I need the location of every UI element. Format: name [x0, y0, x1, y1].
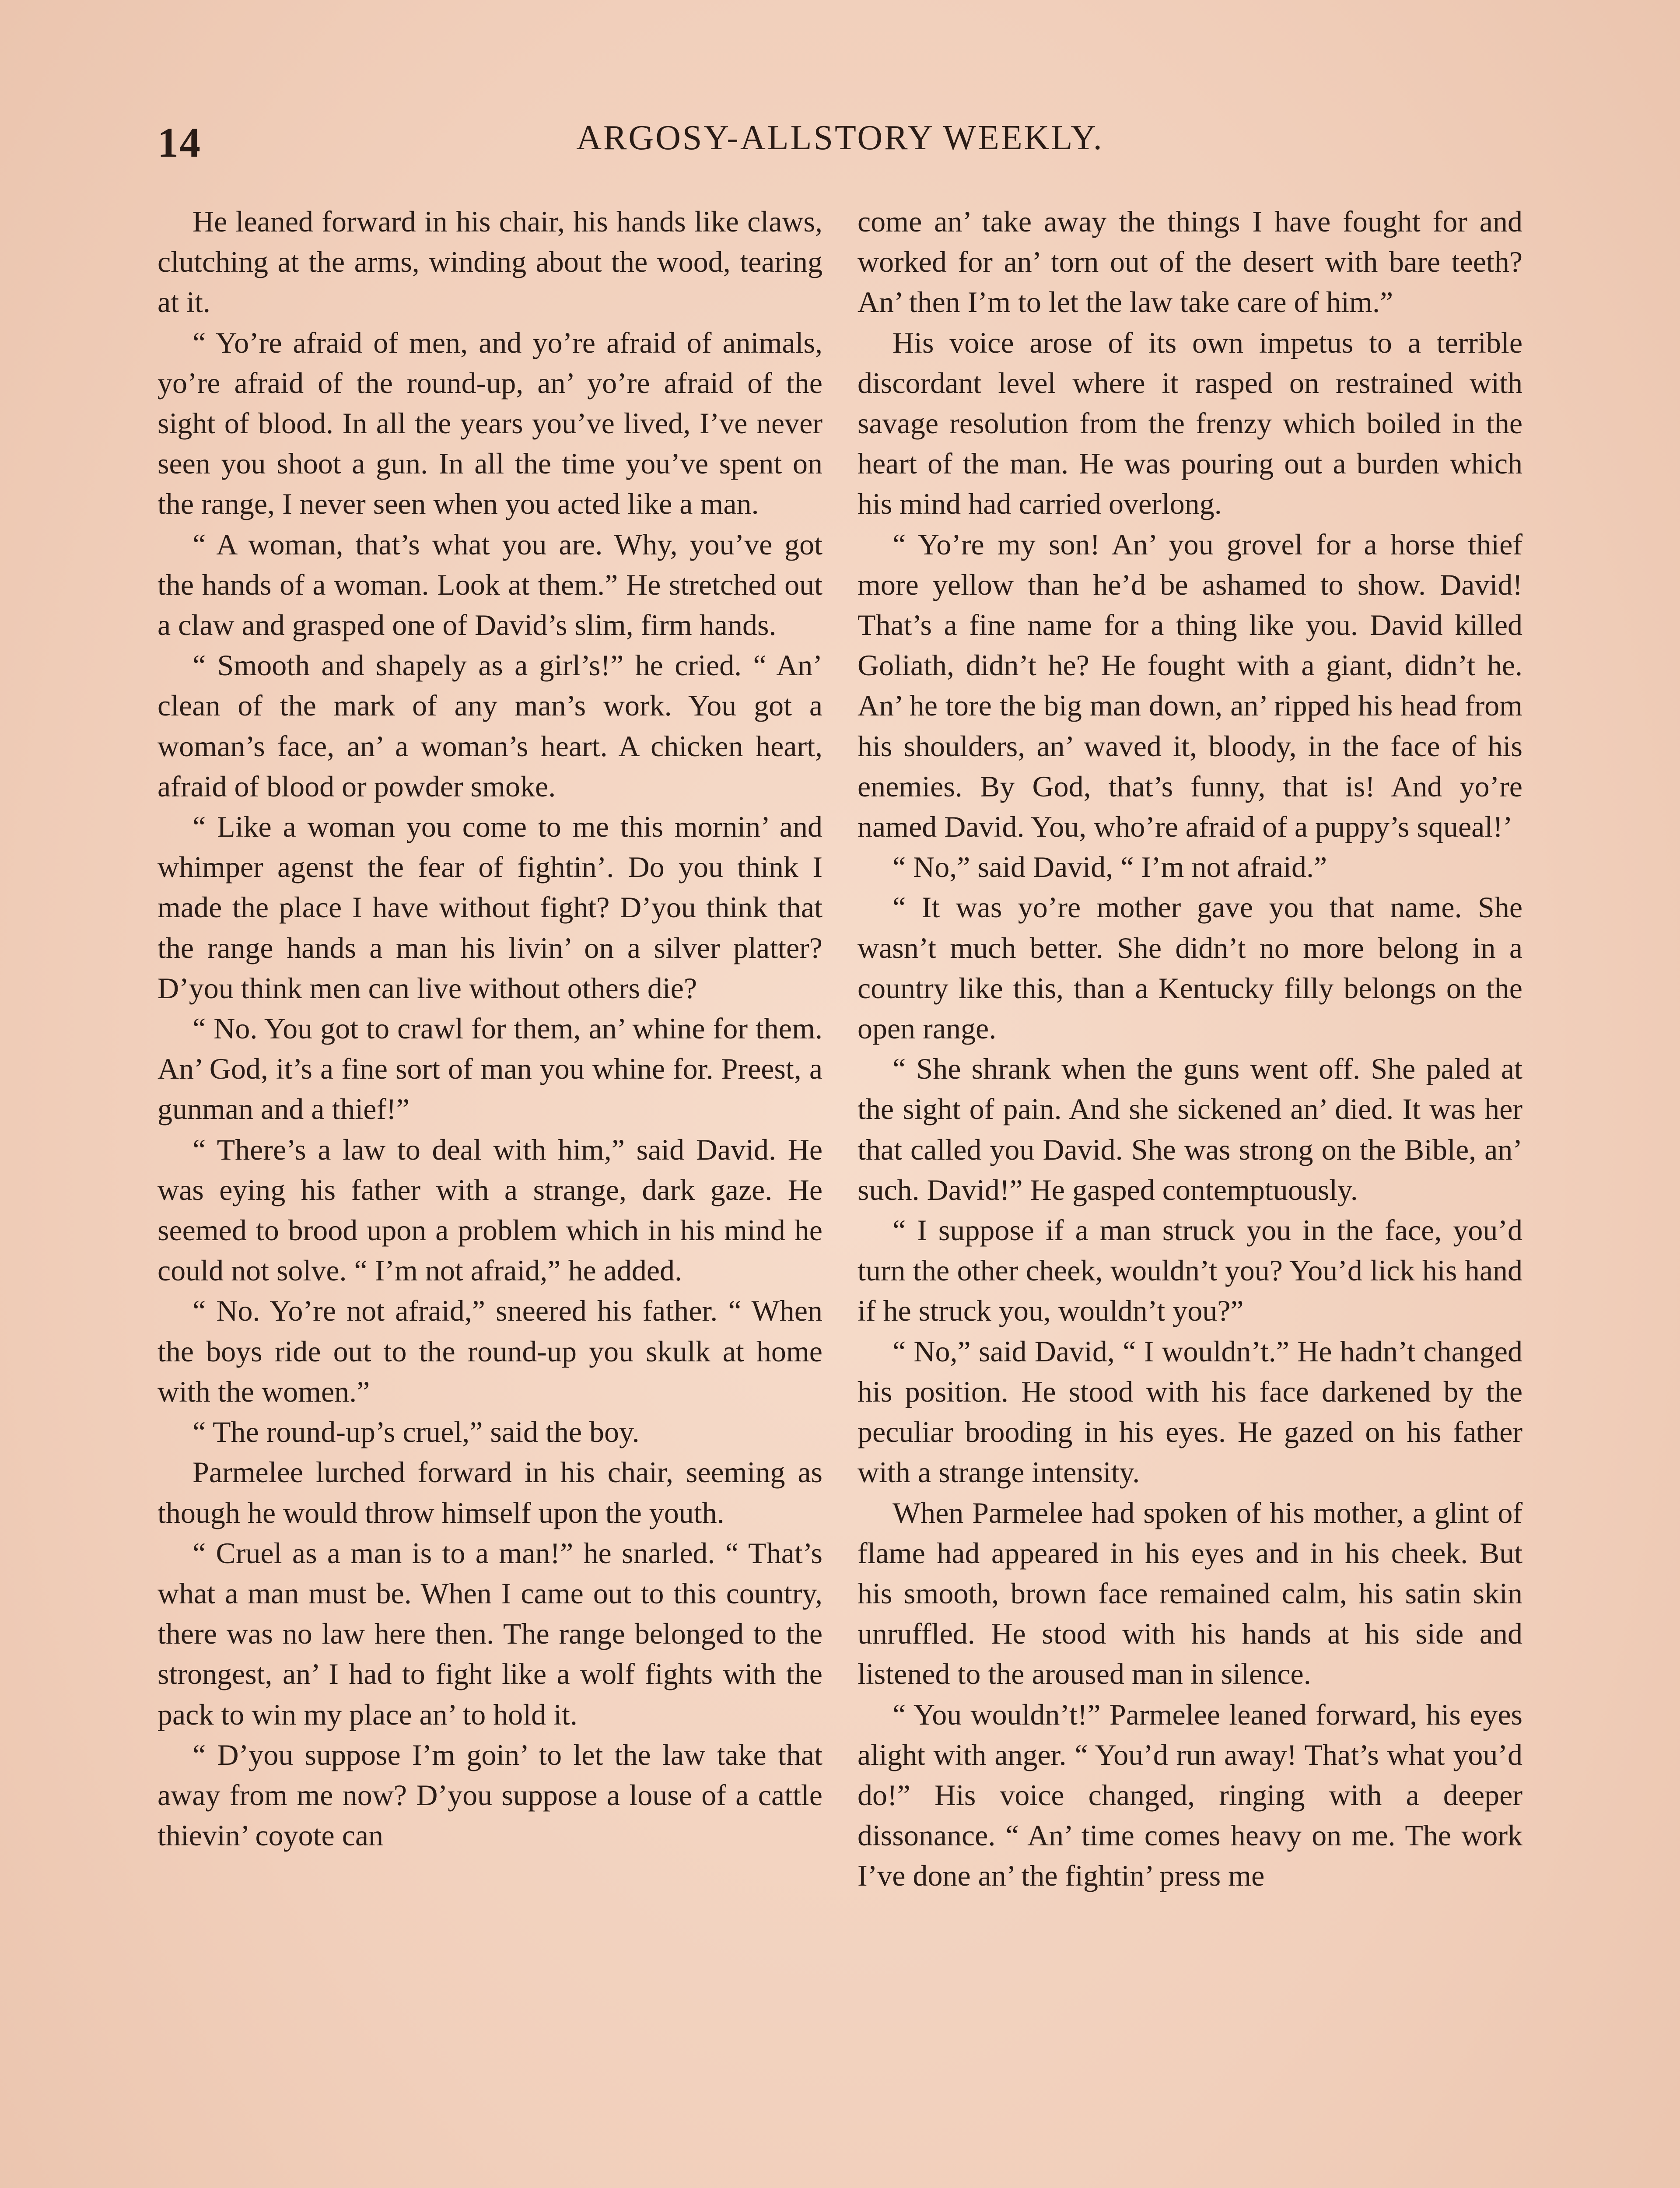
paragraph: “ There’s a law to deal with him,” said David. He was eying his father with a strange, dark gaze. He seemed to brood upon a problem which in his mind he could not solve. “ I’m not afraid,” he added. [158, 1133, 822, 1287]
paragraph: When Parmelee had spoken of his mother, a glint of flame had appeared in his eyes and in his cheek. But his smooth, brown face remained calm, his satin skin unruffled. He stood with his hands at his side and listened to the aroused man in silence. [858, 1496, 1522, 1691]
paragraph: “ Like a woman you come to me this mornin’ and whimper agenst the fear of fightin’. Do you think I made the place I have without fight? D’you think that the range hands a man his livin’ on a silver platter? D’you think men can live without others die? [158, 810, 822, 1005]
paragraph: “ D’you suppose I’m goin’ to let the law take that away from me now? D’you suppose a louse of a cattle thievin’ coyote can [158, 1738, 822, 1852]
paragraph: “ She shrank when the guns went off. She paled at the sight of pain. And she sickened an’ died. It was her that called you David. She was strong on the Bible, an’ such. David!” He gasped contemptuously. [858, 1052, 1522, 1206]
paragraph: “ Smooth and shapely as a girl’s!” he cried. “ An’ clean of the mark of any man’s work. You got a woman’s face, an’ a woman’s heart. A chicken heart, afraid of blood or powder smoke. [158, 649, 822, 803]
paragraph-continuation: come an’ take away the things I have fought for and worked for an’ torn out of the desert with bare teeth? An’ then I’m to let the law take care of him.” [858, 205, 1522, 319]
paragraph: “ A woman, that’s what you are. Why, you’ve got the hands of a woman. Look at them.” He stretched out a claw and grasped one of David’s slim, firm hands. [158, 527, 822, 642]
paragraph: “ No. Yo’re not afraid,” sneered his father. “ When the boys ride out to the round-up you skulk at home with the women.” [158, 1294, 822, 1408]
page-number: 14 [158, 119, 201, 166]
paragraph: His voice arose of its own impetus to a terrible discordant level where it rasped on restrained with savage resolution from the frenzy which boiled in the heart of the man. He was pouring out a burden which his mind had carried overlong. [858, 326, 1522, 521]
paragraph: He leaned forward in his chair, his hands like claws, clutching at the arms, winding about the wood, tearing at it. [158, 205, 822, 319]
paragraph: “ No. You got to crawl for them, an’ whine for them. An’ God, it’s a fine sort of man you whine for. Preest, a gunman and a thief!” [158, 1012, 822, 1126]
left-column [158, 201, 822, 1855]
paragraph: “ I suppose if a man struck you in the face, you’d turn the other cheek, wouldn’t you? You’d lick his hand if he struck you, wouldn’t you?” [858, 1213, 1522, 1328]
paragraph: “ No,” said David, “ I wouldn’t.” He hadn’t changed his position. He stood with his face darkened by the peculiar brooding in his eyes. He gazed on his father with a strange intensity. [858, 1334, 1522, 1489]
paragraph: “ The round-up’s cruel,” said the boy. [192, 1415, 640, 1449]
right-column [858, 201, 1522, 1896]
paragraph: Parmelee lurched forward in his chair, seeming as though he would throw himself upon the youth. [158, 1455, 822, 1529]
paragraph: “ Yo’re afraid of men, and yo’re afraid of animals, yo’re afraid of the round-up, an’ yo’re afraid of the sight of blood. In all the years you’ve lived, I’ve never seen you shoot a gun. In all the time you’ve spent on the range, I never seen when you acted like a man. [158, 326, 822, 521]
paragraph: “ You wouldn’t!” Parmelee leaned forward, his eyes alight with anger. “ You’d run away! That’s what you’d do!” His voice changed, ringing with a deeper dissonance. “ An’ time comes heavy on me. The work I’ve done an’ the fightin’ press me [858, 1697, 1522, 1893]
paragraph: “ Yo’re my son! An’ you grovel for a horse thief more yellow than he’d be ashamed to show. David! That’s a fine name for a thing like you. David killed Goliath, didn’t he? He fought with a giant, didn’t he. An’ he tore the big man down, an’ ripped his head from his shoulders, an’ waved it, bloody, in the face of his enemies. By God, that’s funny, that is! And yo’re named David. You, who’re afraid of a puppy’s squeal!’ [858, 527, 1522, 844]
paragraph: “ It was yo’re mother gave you that name. She wasn’t much better. She didn’t no more belong in a country like this, than a Kentucky filly belongs on the open range. [858, 891, 1522, 1045]
running-head: ARGOSY-ALLSTORY WEEKLY. [576, 119, 1104, 157]
paragraph: “ Cruel as a man is to a man!” he snarled. “ That’s what a man must be. When I came out to this country, there was no law here then. The range belonged to the strongest, an’ I had to fight like a wolf fights with the pack to win my place an’ to hold it. [158, 1536, 822, 1731]
paragraph: “ No,” said David, “ I’m not afraid.” [892, 850, 1327, 884]
page-header [158, 118, 1522, 184]
